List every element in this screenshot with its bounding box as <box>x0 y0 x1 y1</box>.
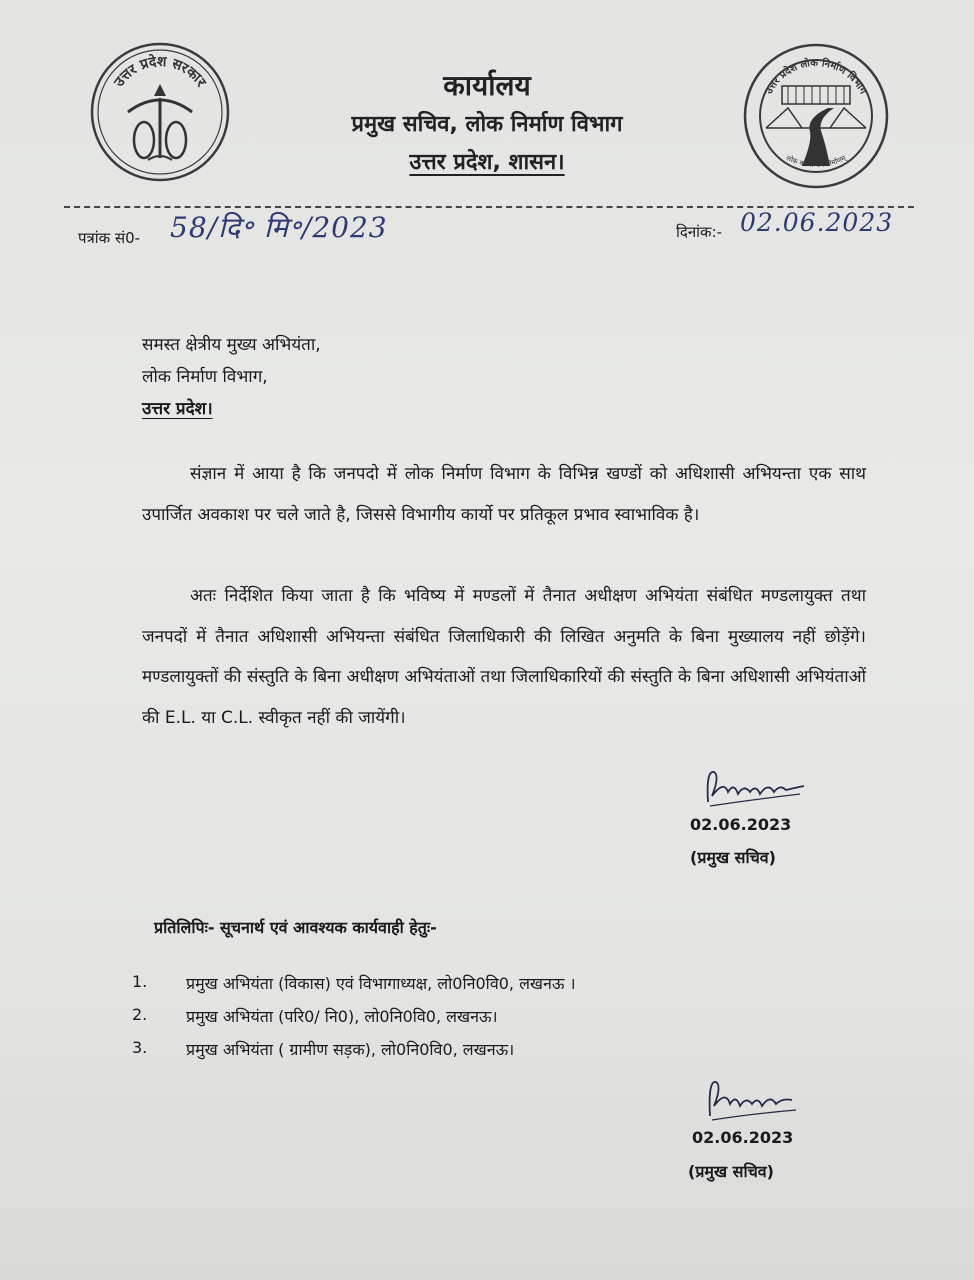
government-heading-text: उत्तर प्रदेश, शासन। <box>409 150 565 175</box>
addressee-line-2: लोक निर्माण विभाग, <box>142 367 268 387</box>
list-item-number: 2. <box>132 1005 148 1024</box>
list-item-number: 3. <box>132 1038 148 1057</box>
addressee-line-1: समस्त क्षेत्रीय मुख्य अभियंता, <box>142 335 321 355</box>
reference-label: पत्रांक सं0- <box>78 229 141 247</box>
right-seal-top-text: उत्तर प्रदेश लोक निर्माण विभाग <box>763 57 869 97</box>
list-item-text: प्रमुख अभियंता (विकास) एवं विभागाध्यक्ष, लो0नि0वि0, लखनऊ । <box>186 974 576 993</box>
signature-2-date: 02.06.2023 <box>692 1128 794 1147</box>
office-heading: कार्यालय <box>443 69 531 102</box>
list-item-text: प्रमुख अभियंता (परि0/ नि0), लो0नि0वि0, लखनऊ। <box>186 1007 498 1026</box>
signature-2-title: (प्रमुख सचिव) <box>688 1162 774 1181</box>
copy-to-heading: प्रतिलिपिः- सूचनार्थ एवं आवश्यक कार्यवाही हेतुः- <box>154 918 437 937</box>
signature-1-date: 02.06.2023 <box>690 815 792 834</box>
right-seal-bottom-text: लोक कल्याणाय निर्माणम् <box>784 154 848 170</box>
addressee-line-3: उत्तर प्रदेश। <box>142 399 213 419</box>
list-item-number: 1. <box>132 972 148 991</box>
left-seal-text: उत्तर प्रदेश सरकार <box>111 53 209 90</box>
department-heading: प्रमुख सचिव, लोक निर्माण विभाग <box>351 112 623 137</box>
letter-date: 02.06.2023 <box>740 208 894 237</box>
government-heading <box>0 146 974 176</box>
signature-scribble-icon <box>700 762 810 812</box>
reference-number: 58/दि॰ मि॰/2023 <box>170 211 388 244</box>
body-paragraph-2: अतः निर्देशित किया जाता है कि भविष्य में मण्डलों में तैनात अधीक्षण अभियंता संबंधित मण्डलायुक्त तथा जनपदों में तैनात अधिशासी अभियन्ता संबंधित जिलाधिकारी की लिखित अनुमति के बिना मुख्यालय नहीं छोड़ेंगे। मण्डलायुक्तों की संस्तुति के बिना अधीक्षण अभियंताओं तथा जिलाधिकारियों की संस्तुति के बिना अधिशासी अभियंताओं की E.L. या C.L. स्वीकृत नहीं की जायेंगी। <box>142 586 866 728</box>
body-paragraph-1: संज्ञान में आया है कि जनपदो में लोक निर्माण विभाग के विभिन्न खण्डों को अधिशासी अभियन्ता एक साथ उपार्जित अवकाश पर चले जाते है, जिससे विभागीय कार्यो पर प्रतिकूल प्रभाव स्वाभाविक है। <box>142 464 866 525</box>
signature-scribble-icon <box>700 1074 800 1124</box>
list-item-text: प्रमुख अभियंता ( ग्रामीण सड़क), लो0नि0वि0, लखनऊ। <box>186 1040 515 1059</box>
signature-1-title: (प्रमुख सचिव) <box>690 848 776 867</box>
date-label: दिनांक:- <box>676 223 723 241</box>
